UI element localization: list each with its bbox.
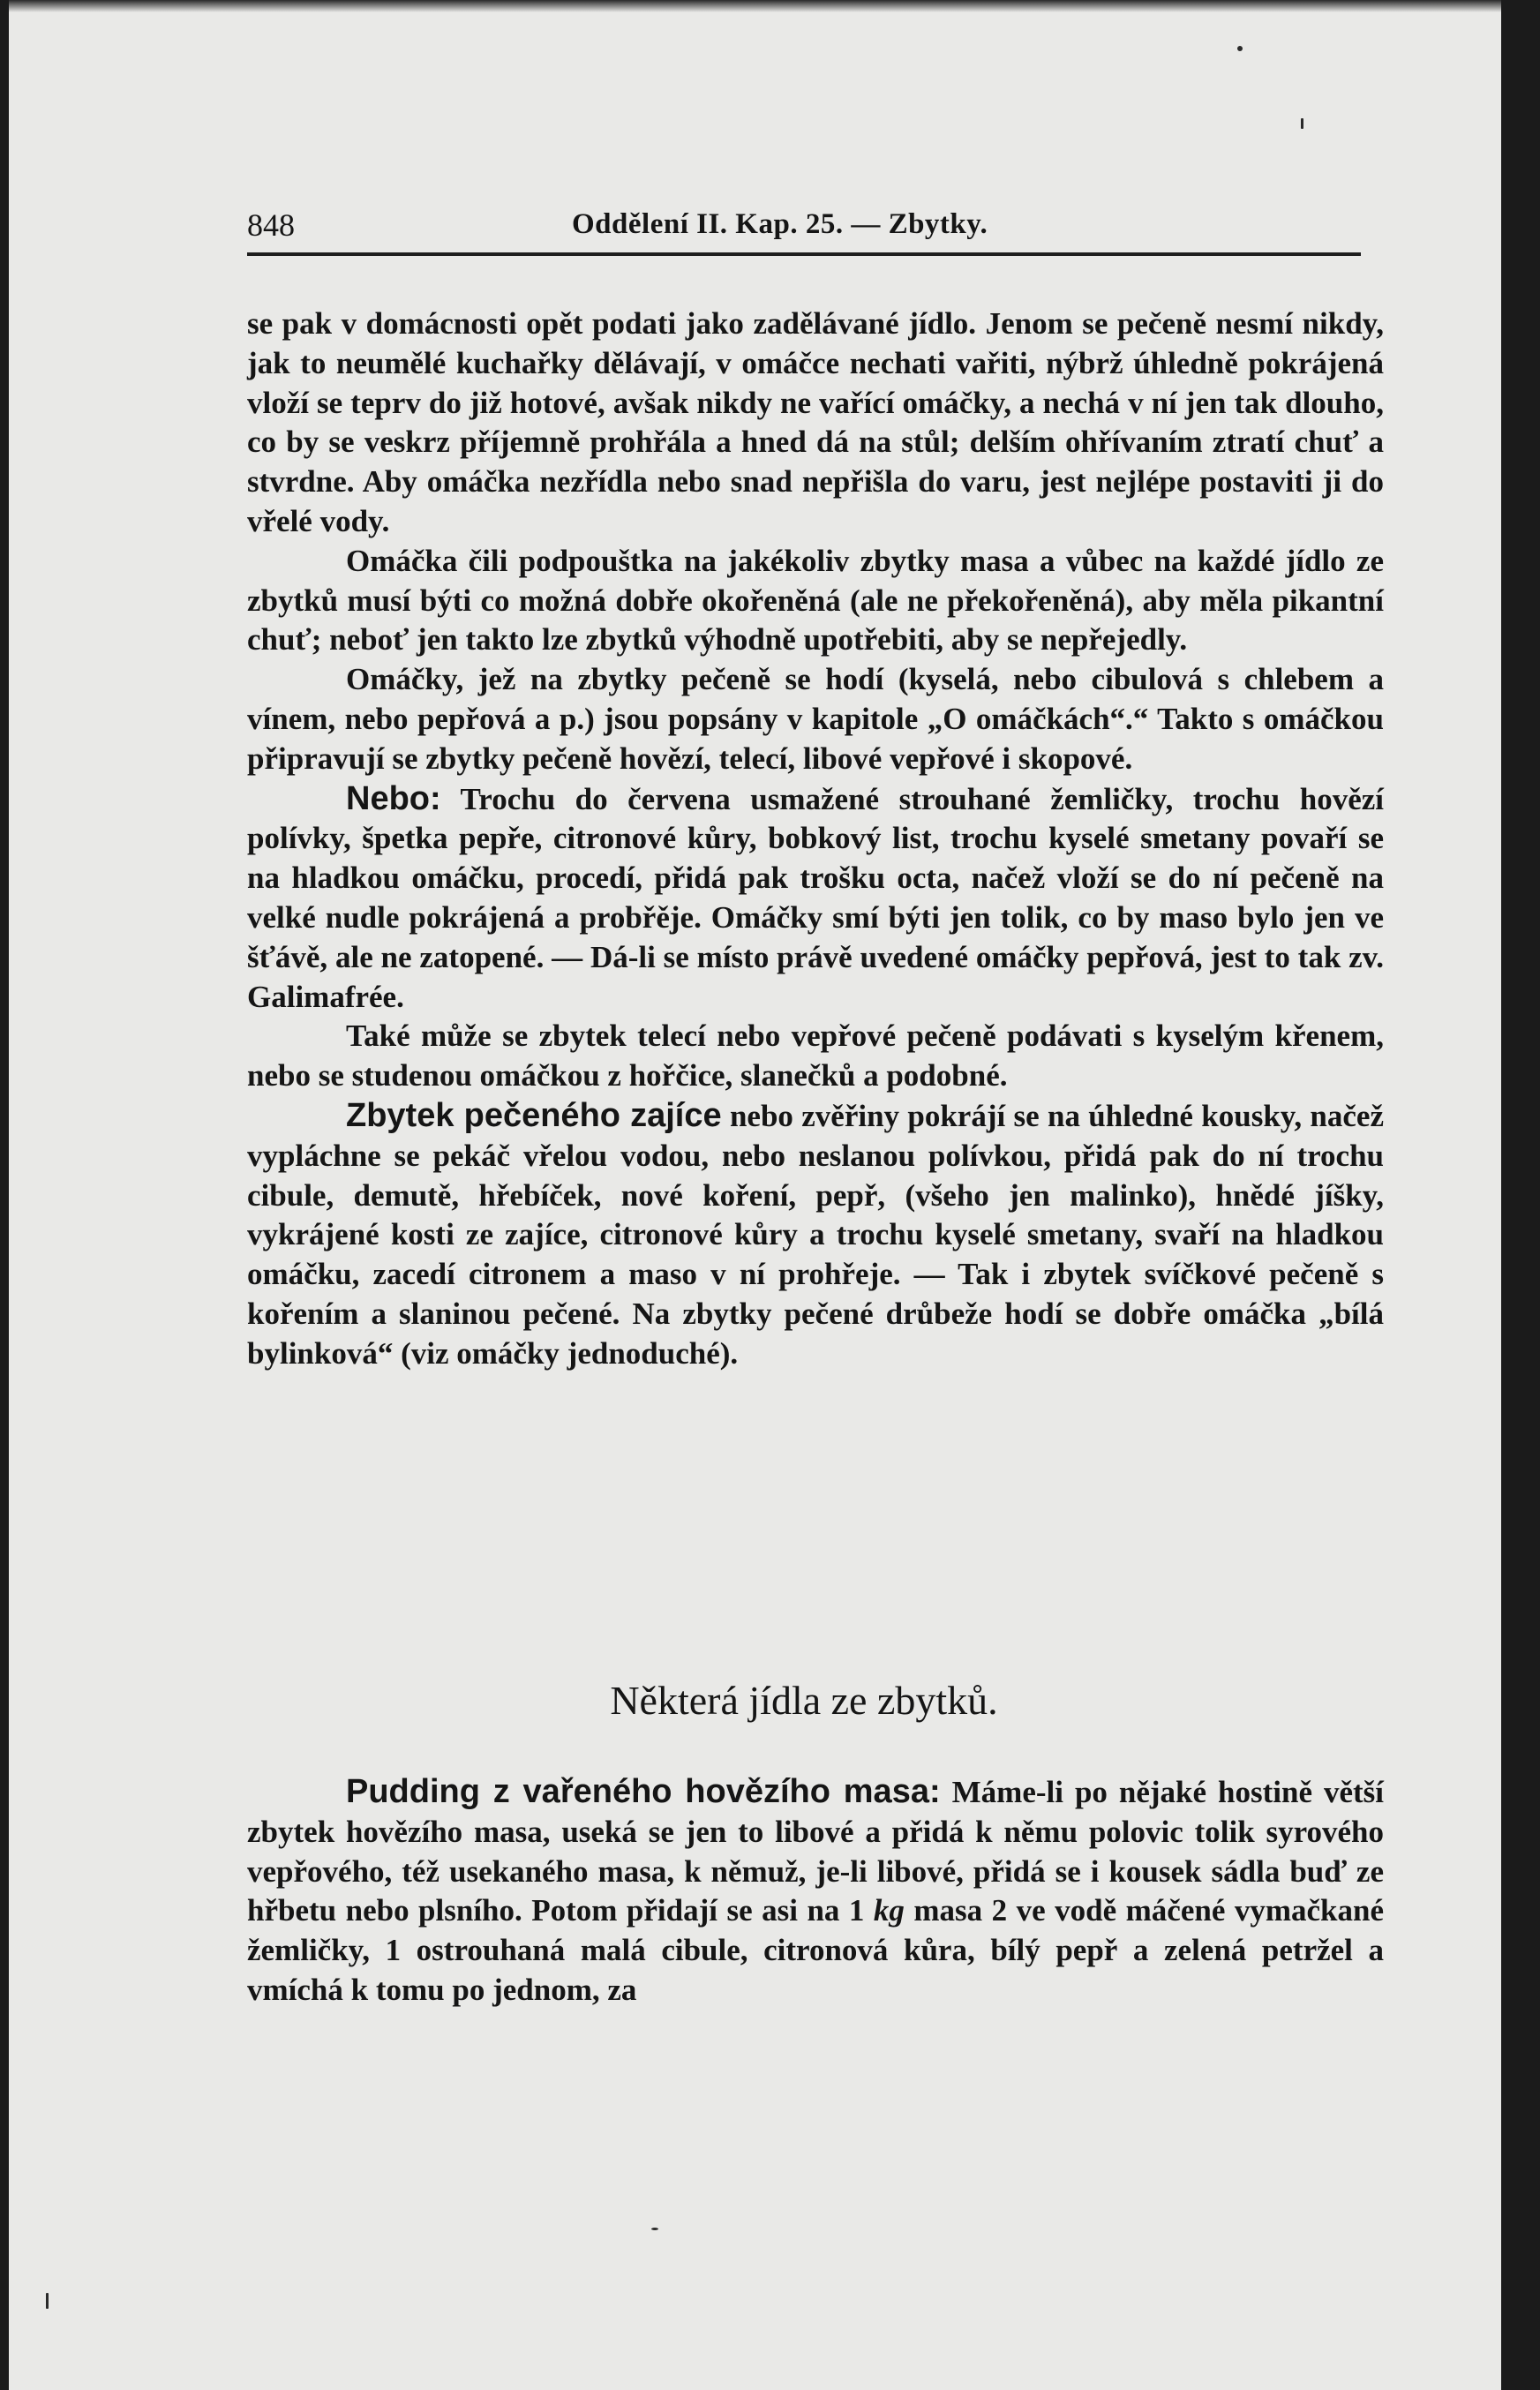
paragraph-pudding <box>247 1772 1384 2010</box>
scan-edge-right <box>1501 0 1540 2390</box>
scan-speck <box>46 2293 49 2309</box>
page-number: 848 <box>247 207 295 243</box>
running-head <box>247 198 1361 251</box>
header-rule <box>247 252 1361 256</box>
pudding-text <box>247 1772 1384 2010</box>
nebo-keyword: Nebo: <box>346 779 441 817</box>
unit-kg: kg <box>873 1893 905 1928</box>
section-heading: Některá jídla ze zbytků. <box>610 1678 998 1723</box>
pudding-text-b: masa 2 ve vodě máčené vymačkané žemličky, 1 ostrouhaná malá cibule, citronová kůra, bílý pepř a zelená petržel a vmíchá k tomu po jednom, za <box>247 1893 1384 2007</box>
paragraph-telecí: Také může se zbytek telecí nebo vepřové pečeně podávati s kyselým křenem, nebo se studenou omáčkou z hořčice, slanečků a podobné. <box>247 1018 1384 1094</box>
nebo-text: Trochu do červena usmažené strouhané žemličky, trochu hovězí polívky, špetka pepře, citronové kůry, bobkový list, trochu kyselé smetany povaří se na hladkou omáčku, procedí, přidá pak trošku octa, načež vloží se do ní pečeně na velké nudle pokrájená a probřěje. Omáčky smí býti jen tolik, co by maso bylo jen ve šťávě, ale ne zatopené. — Dá-li se místo právě uvedené omáčky pepřová, jest to tak zv. Galimafrée. <box>247 781 1384 1014</box>
pudding-text-a: Máme-li po nějaké hostině větší zbytek hovězího masa, useká se jen to libové a přidá k němu polovic tolik syrového vepřového, též usekaného masa, k němuž, je-li libové, přidá se i kousek sádla buď ze hřbetu nebo plsního. Potom přidají se asi na 1 <box>247 1775 1385 1928</box>
scan-speck <box>1237 46 1243 51</box>
paragraph-continuation: se pak v domácnosti opět podati jako zadělávané jídlo. Jenom se pečeně nesmí nikdy, jak to neumělé kuchařky dělávají, v omáčce nechati vařiti, nýbrž úhledně pokrájená vloží se teprv do již hotové, avšak nikdy ne vařící omáčky, a nechá v ní jen tak dlouho, co by se veskrz příjemně prohřála a hned dá na stůl; delším ohřívaním ztratí chuť a stvrdne. Aby omáčka nezřídla nebo snad nepřišla do varu, jest nejlépe postaviti ji do vřelé vody. <box>247 306 1384 538</box>
paragraph-zajic <box>247 1096 1384 1374</box>
zajic-text: nebo zvěřiny pokrájí se na úhledné kousky, načež vypláchne se pekáč vřelou vodou, nebo neslanou polívkou, přidá pak do ní trochu cibule, demutě, hřebíček, nové koření, pepř, (všeho jen malinko), hnědé jíšky, vykrájené kosti ze zajíce, citronové kůry a trochu kyselé smetany, svaří na hladkou omáčku, zacedí citronem a maso v ní prohřeje. — Tak i zbytek svíčkové pečeně s kořením a slaninou pečené. Na zbytky pečené drůbeže hodí se dobře omáčka „bílá bylinková“ (viz omáčky jednoduché). <box>247 1098 1384 1371</box>
scan-speck <box>1301 118 1303 129</box>
paragraph-omacka: Omáčka čili podpouštka na jakékoliv zbytky masa a vůbec na každé jídlo ze zbytků musí býti co možná dobře okořeněná (ale ne překořeněná), aby měla pikantní chuť; neboť jen takto lze zbytků výhodně upotřebiti, aby se nepřejedly. <box>247 543 1384 658</box>
pudding-keyword: Pudding z vařeného hovězího masa: <box>346 1773 941 1810</box>
zajic-keyword: Zbytek pečeného zajíce <box>346 1096 722 1134</box>
main-text <box>247 304 1384 1374</box>
scan-edge-top <box>0 0 1540 12</box>
paragraph-nebo <box>247 779 1384 1018</box>
header-title: Oddělení II. Kap. 25. — Zbytky. <box>572 208 988 240</box>
paragraph-omacky: Omáčky, jež na zbytky pečeně se hodí (kyselá, nebo cibulová s chlebem a vínem, nebo pepřová a p.) jsou popsány v kapitole „O omáčkách“.“ Takto s omáčkou připravují se zbytky pečeně hovězí, telecí, libové vepřové i skopové. <box>247 662 1384 776</box>
scan-speck <box>651 2228 658 2230</box>
scan-edge-left <box>0 0 9 2390</box>
